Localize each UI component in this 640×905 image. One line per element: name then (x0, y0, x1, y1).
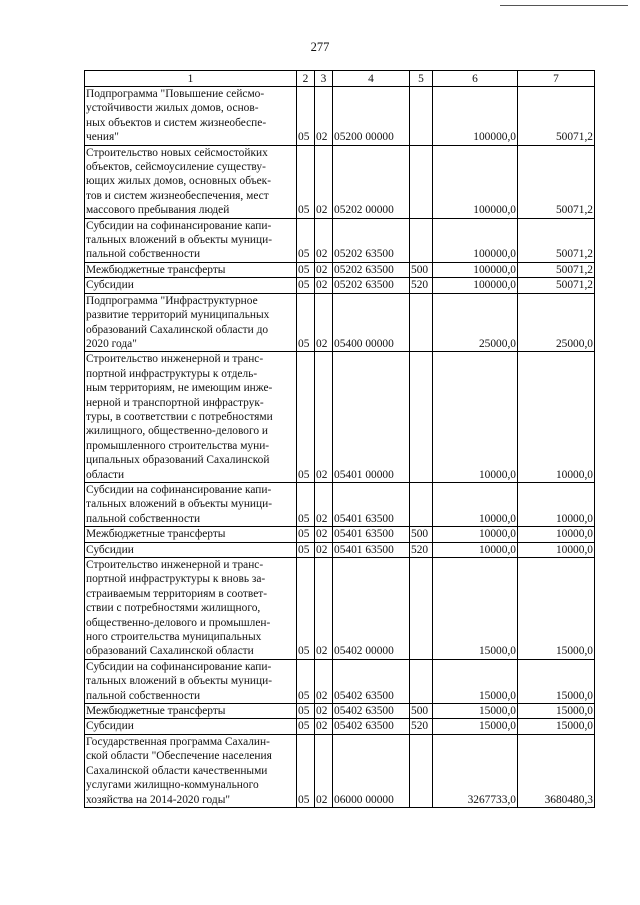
row-name-line: тов и систем жизнеобеспечения, мест (86, 189, 269, 202)
expense-type-cell (410, 145, 433, 218)
section-code-cell: 05 (297, 87, 315, 146)
row-name-line: туры, в соответствии с потребностями (86, 410, 273, 423)
amount-2015-cell: 10000,0 (433, 542, 518, 557)
expense-type-cell: 520 (410, 719, 433, 734)
table-row (85, 87, 595, 146)
target-article-cell: 05202 00000 (333, 145, 410, 218)
row-name-line: портной инфраструктуры к вновь за- (86, 573, 266, 586)
target-article-cell: 05202 63500 (333, 262, 410, 277)
table-row (85, 734, 595, 807)
amount-2016-cell: 10000,0 (518, 527, 595, 542)
row-name-line: Субсидии (86, 543, 134, 556)
expense-type-cell: 500 (410, 527, 433, 542)
table-row (85, 262, 595, 277)
row-name-line: тальных вложений в объекты муници- (86, 675, 272, 688)
expense-type-cell (410, 293, 433, 352)
expense-type-cell (410, 352, 433, 483)
row-name-line: пальной собственности (86, 689, 201, 702)
subsection-code-cell: 02 (315, 719, 333, 734)
row-name-cell (85, 482, 297, 526)
amount-2015-cell: 15000,0 (433, 719, 518, 734)
section-code-cell: 05 (297, 542, 315, 557)
row-name-cell (85, 734, 297, 807)
subsection-code-cell: 02 (315, 262, 333, 277)
row-name-line: объектов, сейсмоусиление существу- (86, 161, 266, 174)
amount-2015-cell: 10000,0 (433, 482, 518, 526)
page-number: 277 (310, 40, 330, 54)
row-name-line: Строительство инженерной и транс- (86, 353, 264, 366)
column-header: 1 (85, 71, 297, 87)
row-name-line: 2020 года" (86, 337, 137, 350)
subsection-code-cell: 02 (315, 352, 333, 483)
target-article-cell: 05400 00000 (333, 293, 410, 352)
row-name-cell (85, 87, 297, 146)
amount-2015-cell: 100000,0 (433, 278, 518, 293)
target-article-cell: 05401 63500 (333, 482, 410, 526)
column-header: 7 (518, 71, 595, 87)
target-article-cell: 05402 63500 (333, 659, 410, 703)
subsection-code-cell: 02 (315, 87, 333, 146)
target-article-cell: 05401 63500 (333, 527, 410, 542)
amount-2015-cell: 100000,0 (433, 87, 518, 146)
target-article-cell: 05401 63500 (333, 542, 410, 557)
table-row (85, 145, 595, 218)
amount-2016-cell: 50071,2 (518, 218, 595, 262)
amount-2016-cell: 3680480,3 (518, 734, 595, 807)
table-row (85, 659, 595, 703)
row-name-line: портной инфраструктуры к отдель- (86, 367, 258, 380)
subsection-code-cell: 02 (315, 527, 333, 542)
row-name-line: ствии с потребностями жилищного, (86, 602, 261, 615)
target-article-cell: 05200 00000 (333, 87, 410, 146)
row-name-line: тальных вложений в объекты муници- (86, 498, 272, 511)
expense-type-cell: 500 (410, 262, 433, 277)
amount-2015-cell: 15000,0 (433, 704, 518, 719)
row-name-line: пальной собственности (86, 512, 201, 525)
row-name-line: массового пребывания людей (86, 204, 230, 217)
table-row (85, 218, 595, 262)
row-name-line: общественно-делового и промышлен- (86, 616, 271, 629)
section-code-cell: 05 (297, 293, 315, 352)
section-code-cell: 05 (297, 659, 315, 703)
row-name-line: Строительство новых сейсмостойких (86, 146, 268, 159)
amount-2016-cell: 10000,0 (518, 352, 595, 483)
row-name-line: страиваемым территориям в соответ- (86, 587, 268, 600)
amount-2016-cell: 50071,2 (518, 87, 595, 146)
row-name-line: ципальных образований Сахалинской (86, 454, 270, 467)
subsection-code-cell: 02 (315, 659, 333, 703)
expense-type-cell (410, 87, 433, 146)
table-row (85, 719, 595, 734)
section-code-cell: 05 (297, 145, 315, 218)
row-name-line: Субсидии на софинансирование капи- (86, 219, 272, 232)
expense-type-cell: 500 (410, 704, 433, 719)
section-code-cell: 05 (297, 278, 315, 293)
row-name-line: образований Сахалинской области до (86, 323, 269, 336)
row-name-line: Субсидии (86, 720, 134, 733)
expense-type-cell (410, 218, 433, 262)
row-name-cell (85, 278, 297, 293)
row-name-line: развитие территорий муниципальных (86, 309, 270, 322)
column-header: 4 (333, 71, 410, 87)
top-rule (500, 5, 628, 6)
expense-type-cell: 520 (410, 278, 433, 293)
section-code-cell: 05 (297, 558, 315, 660)
row-name-cell (85, 262, 297, 277)
row-name-cell (85, 145, 297, 218)
target-article-cell: 06000 00000 (333, 734, 410, 807)
row-name-line: ющих жилых домов, основных объек- (86, 175, 271, 188)
amount-2016-cell: 15000,0 (518, 558, 595, 660)
row-name-line: ным территориям, не имеющим инже- (86, 382, 273, 395)
row-name-cell (85, 352, 297, 483)
row-name-line: устойчивости жилых домов, основ- (86, 102, 259, 115)
row-name-line: Строительство инженерной и транс- (86, 559, 264, 571)
amount-2015-cell: 25000,0 (433, 293, 518, 352)
subsection-code-cell: 02 (315, 293, 333, 352)
amount-2016-cell: 50071,2 (518, 262, 595, 277)
expense-type-cell: 520 (410, 542, 433, 557)
column-header: 6 (433, 71, 518, 87)
row-name-line: чения" (86, 131, 119, 144)
table-row (85, 704, 595, 719)
amount-2015-cell: 15000,0 (433, 558, 518, 660)
section-code-cell: 05 (297, 734, 315, 807)
table-row (85, 558, 595, 660)
row-name-line: тальных вложений в объекты муници- (86, 234, 272, 247)
column-header: 2 (297, 71, 315, 87)
amount-2015-cell: 15000,0 (433, 659, 518, 703)
row-name-line: ской области "Обеспечение населения (86, 750, 272, 763)
row-name-cell (85, 719, 297, 734)
target-article-cell: 05402 63500 (333, 719, 410, 734)
row-name-line: области (86, 468, 125, 481)
row-name-line: Межбюджетные трансферты (86, 528, 226, 541)
amount-2016-cell: 15000,0 (518, 719, 595, 734)
row-name-line: Подпрограмма "Инфраструктурное (86, 294, 258, 307)
row-name-line: услугами жилищно-коммунального (86, 779, 259, 792)
table-row (85, 527, 595, 542)
column-header: 3 (315, 71, 333, 87)
amount-2015-cell: 10000,0 (433, 352, 518, 483)
row-name-cell (85, 527, 297, 542)
section-code-cell: 05 (297, 719, 315, 734)
subsection-code-cell: 02 (315, 542, 333, 557)
amount-2015-cell: 100000,0 (433, 145, 518, 218)
subsection-code-cell: 02 (315, 558, 333, 660)
row-name-cell (85, 218, 297, 262)
row-name-line: Межбюджетные трансферты (86, 705, 226, 718)
amount-2016-cell: 25000,0 (518, 293, 595, 352)
expense-type-cell (410, 734, 433, 807)
amount-2015-cell: 100000,0 (433, 218, 518, 262)
table-row (85, 542, 595, 557)
subsection-code-cell: 02 (315, 218, 333, 262)
section-code-cell: 05 (297, 527, 315, 542)
table-row (85, 293, 595, 352)
section-code-cell: 05 (297, 482, 315, 526)
budget-table (84, 70, 595, 808)
row-name-line: Субсидии (86, 279, 134, 292)
row-name-cell (85, 542, 297, 557)
target-article-cell: 05202 63500 (333, 278, 410, 293)
row-name-line: ных объектов и систем жизнеобеспе- (86, 116, 267, 129)
amount-2015-cell: 10000,0 (433, 527, 518, 542)
subsection-code-cell: 02 (315, 482, 333, 526)
subsection-code-cell: 02 (315, 145, 333, 218)
section-code-cell: 05 (297, 218, 315, 262)
row-name-line: пальной собственности (86, 248, 201, 261)
row-name-cell (85, 293, 297, 352)
amount-2015-cell: 100000,0 (433, 262, 518, 277)
row-name-line: жилищного, общественно-делового и (86, 425, 269, 438)
subsection-code-cell: 02 (315, 704, 333, 719)
row-name-cell (85, 558, 297, 660)
row-name-line: Государственная программа Сахалин- (86, 735, 270, 748)
target-article-cell: 05402 63500 (333, 704, 410, 719)
subsection-code-cell: 02 (315, 734, 333, 807)
amount-2016-cell: 50071,2 (518, 278, 595, 293)
table-header-row (85, 71, 595, 87)
amount-2016-cell: 15000,0 (518, 659, 595, 703)
expense-type-cell (410, 558, 433, 660)
row-name-line: Сахалинской области качественными (86, 764, 268, 777)
section-code-cell: 05 (297, 262, 315, 277)
target-article-cell: 05402 00000 (333, 558, 410, 660)
row-name-line: хозяйства на 2014-2020 годы" (86, 793, 231, 806)
row-name-line: промышленного строительства муни- (86, 439, 270, 452)
row-name-line: Субсидии на софинансирование капи- (86, 483, 272, 496)
target-article-cell: 05401 00000 (333, 352, 410, 483)
section-code-cell: 05 (297, 352, 315, 483)
row-name-line: Подпрограмма "Повышение сейсмо- (86, 88, 265, 100)
section-code-cell: 05 (297, 704, 315, 719)
amount-2016-cell: 15000,0 (518, 704, 595, 719)
subsection-code-cell: 02 (315, 278, 333, 293)
expense-type-cell (410, 659, 433, 703)
expense-type-cell (410, 482, 433, 526)
amount-2016-cell: 50071,2 (518, 145, 595, 218)
row-name-cell (85, 704, 297, 719)
row-name-line: Межбюджетные трансферты (86, 263, 226, 276)
target-article-cell: 05202 63500 (333, 218, 410, 262)
row-name-line: образований Сахалинской области (86, 645, 254, 658)
column-header: 5 (410, 71, 433, 87)
row-name-line: Субсидии на софинансирование капи- (86, 660, 272, 673)
row-name-line: ного строительства муниципальных (86, 631, 262, 644)
row-name-line: нерной и транспортной инфраструк- (86, 396, 264, 409)
amount-2016-cell: 10000,0 (518, 542, 595, 557)
row-name-cell (85, 659, 297, 703)
table-row (85, 278, 595, 293)
amount-2016-cell: 10000,0 (518, 482, 595, 526)
amount-2015-cell: 3267733,0 (433, 734, 518, 807)
table-row (85, 352, 595, 483)
table-row (85, 482, 595, 526)
